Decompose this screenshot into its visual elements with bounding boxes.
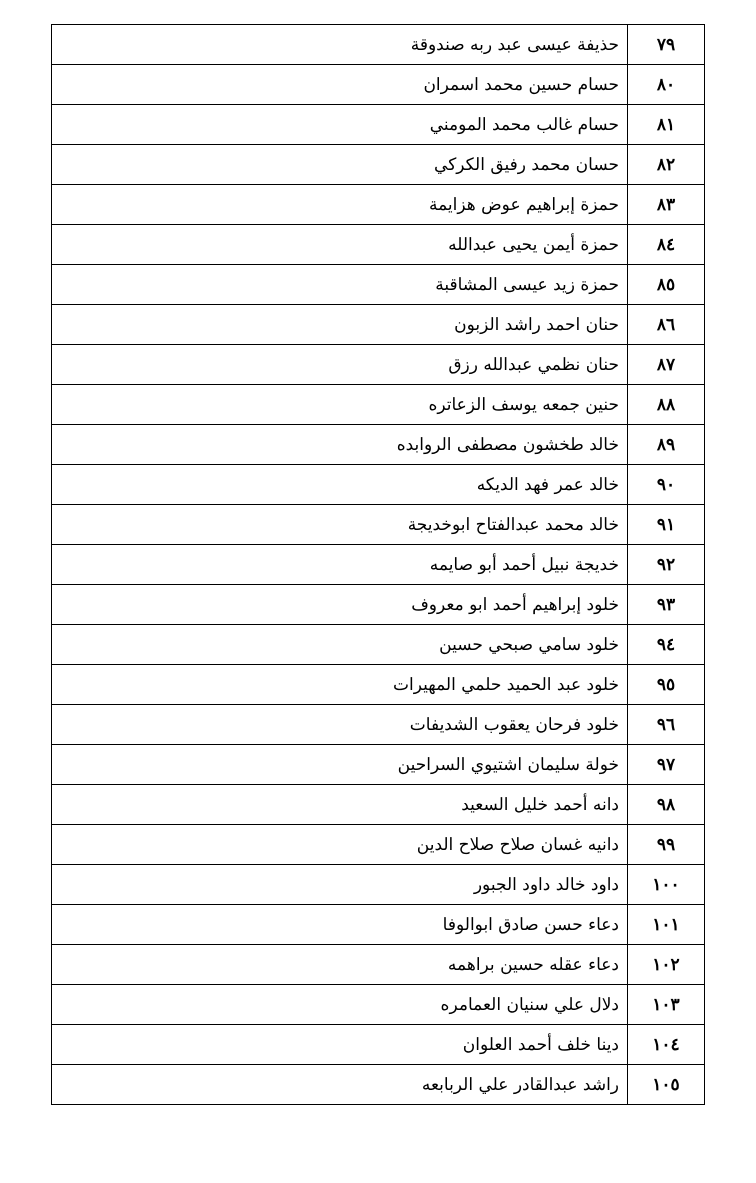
row-number: ٩٨ [628,785,705,825]
row-number: ٩٣ [628,585,705,625]
row-name: حنين جمعه يوسف الزعاتره [52,385,628,425]
row-number: ٩٢ [628,545,705,585]
row-number: ٨٧ [628,345,705,385]
table-row [52,585,705,625]
table-row [52,625,705,665]
row-name: حمزة زيد عيسى المشاقبة [52,265,628,305]
row-name: خولة سليمان اشتيوي السراحين [52,745,628,785]
row-name: خلود عبد الحميد حلمي المهيرات [52,665,628,705]
row-name: خالد طخشون مصطفى الروابده [52,425,628,465]
row-number: ١٠٢ [628,945,705,985]
table-row [52,105,705,145]
table-row [52,1025,705,1065]
table-row [52,345,705,385]
table-row [52,745,705,785]
table-row [52,465,705,505]
row-number: ٧٩ [628,25,705,65]
table-row [52,145,705,185]
table-row [52,385,705,425]
row-name: خالد محمد عبدالفتاح ابوخديجة [52,505,628,545]
row-name: دينا خلف أحمد العلوان [52,1025,628,1065]
row-number: ١٠١ [628,905,705,945]
row-number: ٨٨ [628,385,705,425]
row-number: ٨٢ [628,145,705,185]
row-name: دلال علي سنيان العمامره [52,985,628,1025]
row-name: داود خالد داود الجبور [52,865,628,905]
table-row [52,185,705,225]
row-number: ٩٠ [628,465,705,505]
row-name: خلود إبراهيم أحمد ابو معروف [52,585,628,625]
row-name: حذيفة عيسى عبد ربه صندوقة [52,25,628,65]
table-row [52,305,705,345]
table-row [52,505,705,545]
row-number: ٨١ [628,105,705,145]
row-number: ٩٤ [628,625,705,665]
table-row [52,985,705,1025]
table-row [52,65,705,105]
row-name: حنان احمد راشد الزبون [52,305,628,345]
table-row [52,545,705,585]
row-name: خلود فرحان يعقوب الشديفات [52,705,628,745]
row-number: ٩٦ [628,705,705,745]
row-name: حسام غالب محمد المومني [52,105,628,145]
row-name: دعاء حسن صادق ابوالوفا [52,905,628,945]
table-row [52,265,705,305]
table-row [52,905,705,945]
table-row [52,425,705,465]
row-name: خديجة نبيل أحمد أبو صايمه [52,545,628,585]
row-number: ٨٠ [628,65,705,105]
table-row [52,25,705,65]
table-row [52,1065,705,1105]
row-name: حمزة أيمن يحيى عبدالله [52,225,628,265]
names-table [51,24,705,1105]
row-number: ٩٩ [628,825,705,865]
row-name: دعاء عقله حسين براهمه [52,945,628,985]
row-name: خلود سامي صبحي حسين [52,625,628,665]
row-number: ٨٣ [628,185,705,225]
table-row [52,825,705,865]
names-table-body [52,25,705,1105]
row-number: ١٠٣ [628,985,705,1025]
row-name: حمزة إبراهيم عوض هزايمة [52,185,628,225]
row-number: ٩٥ [628,665,705,705]
row-name: خالد عمر فهد الديكه [52,465,628,505]
row-number: ١٠٤ [628,1025,705,1065]
row-number: ٩٧ [628,745,705,785]
row-number: ٨٥ [628,265,705,305]
row-name: حنان نظمي عبدالله رزق [52,345,628,385]
row-name: دانه أحمد خليل السعيد [52,785,628,825]
row-number: ٨٤ [628,225,705,265]
row-name: دانيه غسان صلاح صلاح الدين [52,825,628,865]
row-number: ٨٦ [628,305,705,345]
row-name: حسان محمد رفيق الكركي [52,145,628,185]
row-number: ١٠٠ [628,865,705,905]
row-number: ٨٩ [628,425,705,465]
table-row [52,225,705,265]
row-name: حسام حسين محمد اسمران [52,65,628,105]
table-row [52,865,705,905]
table-row [52,945,705,985]
table-row [52,665,705,705]
table-row [52,785,705,825]
row-number: ١٠٥ [628,1065,705,1105]
row-name: راشد عبدالقادر علي الربابعه [52,1065,628,1105]
row-number: ٩١ [628,505,705,545]
table-row [52,705,705,745]
